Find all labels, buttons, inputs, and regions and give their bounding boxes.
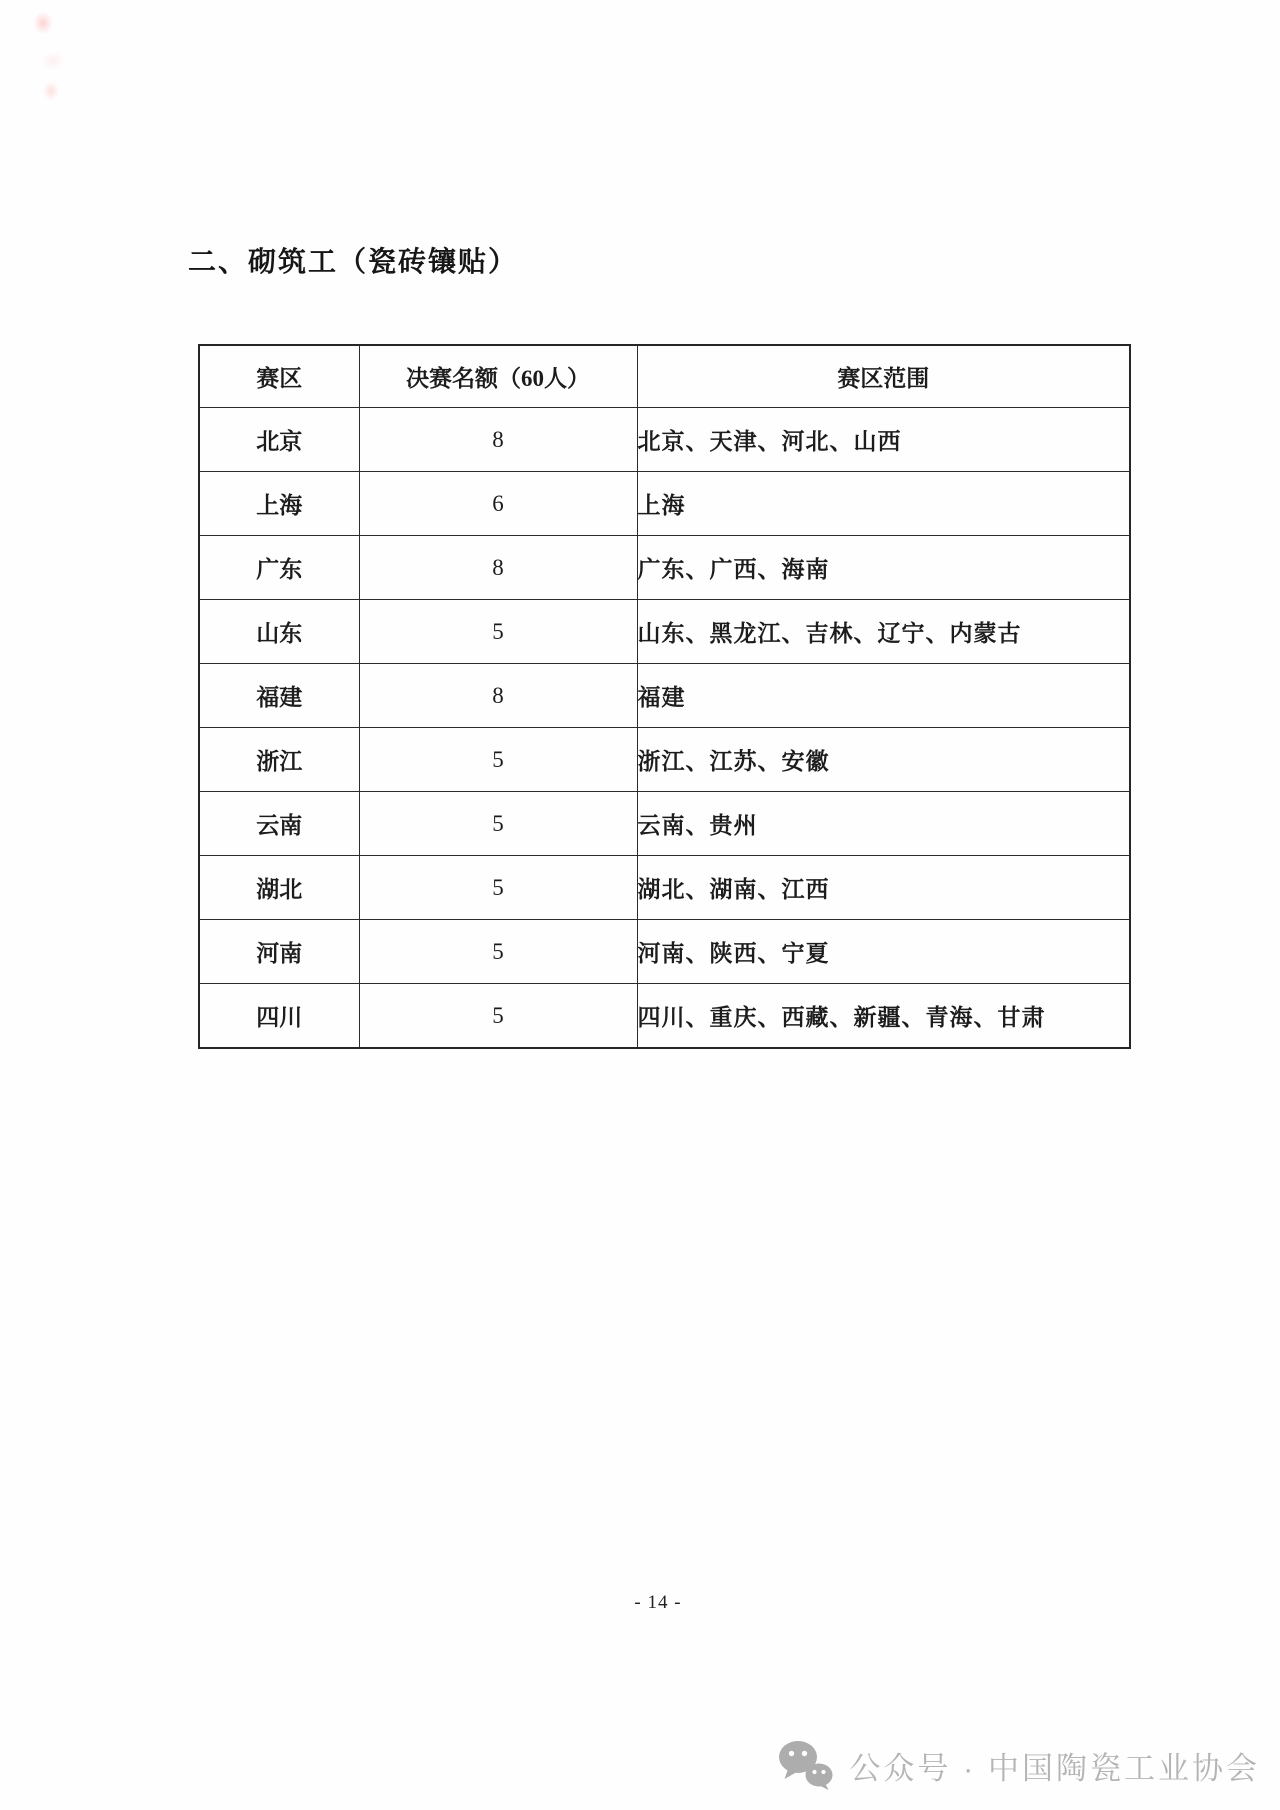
region-cell: 河南 xyxy=(199,920,359,984)
quota-cell: 8 xyxy=(359,536,637,600)
scope-cell: 浙江、江苏、安徽 xyxy=(637,728,1130,792)
table-row xyxy=(199,600,1130,664)
scan-artifact xyxy=(30,8,56,38)
region-cell: 广东 xyxy=(199,536,359,600)
column-header-region: 赛区 xyxy=(199,345,359,408)
table-row xyxy=(199,472,1130,536)
quota-cell: 5 xyxy=(359,728,637,792)
table-row xyxy=(199,792,1130,856)
region-cell: 湖北 xyxy=(199,856,359,920)
table-row xyxy=(199,920,1130,984)
table-row xyxy=(199,728,1130,792)
region-cell: 福建 xyxy=(199,664,359,728)
table-row xyxy=(199,664,1130,728)
quota-cell: 5 xyxy=(359,920,637,984)
scope-cell: 湖北、湖南、江西 xyxy=(637,856,1130,920)
region-cell: 浙江 xyxy=(199,728,359,792)
quota-cell: 5 xyxy=(359,792,637,856)
region-cell: 北京 xyxy=(199,408,359,472)
table-row xyxy=(199,984,1130,1049)
region-cell: 上海 xyxy=(199,472,359,536)
scope-cell: 山东、黑龙江、吉林、辽宁、内蒙古 xyxy=(637,600,1130,664)
scope-cell: 福建 xyxy=(637,664,1130,728)
quota-cell: 5 xyxy=(359,856,637,920)
table-row xyxy=(199,408,1130,472)
page-number: - 14 - xyxy=(634,1592,682,1613)
region-cell: 云南 xyxy=(199,792,359,856)
quota-cell: 5 xyxy=(359,600,637,664)
scan-artifact xyxy=(36,48,70,74)
table-header-row xyxy=(199,345,1130,408)
footer-text: 公众号 · 中国陶瓷工业协会 xyxy=(849,1750,1260,1786)
region-cell: 四川 xyxy=(199,984,359,1049)
quota-cell: 8 xyxy=(359,664,637,728)
scope-cell: 云南、贵州 xyxy=(637,792,1130,856)
scope-cell: 四川、重庆、西藏、新疆、青海、甘肃 xyxy=(637,984,1130,1049)
quota-cell: 6 xyxy=(359,472,637,536)
footer-watermark xyxy=(777,1740,1260,1790)
scope-cell: 上海 xyxy=(637,472,1130,536)
scope-cell: 河南、陕西、宁夏 xyxy=(637,920,1130,984)
region-cell: 山东 xyxy=(199,600,359,664)
wechat-icon xyxy=(777,1740,835,1790)
scope-cell: 北京、天津、河北、山西 xyxy=(637,408,1130,472)
scope-cell: 广东、广西、海南 xyxy=(637,536,1130,600)
table-row xyxy=(199,536,1130,600)
table-row xyxy=(199,856,1130,920)
column-header-scope: 赛区范围 xyxy=(637,345,1130,408)
quota-cell: 8 xyxy=(359,408,637,472)
quota-table xyxy=(198,344,1131,1049)
quota-cell: 5 xyxy=(359,984,637,1049)
page-title: 二、砌筑工（瓷砖镶贴） xyxy=(188,247,519,278)
scan-artifact xyxy=(40,78,62,104)
column-header-quota: 决赛名额（60人） xyxy=(359,345,637,408)
